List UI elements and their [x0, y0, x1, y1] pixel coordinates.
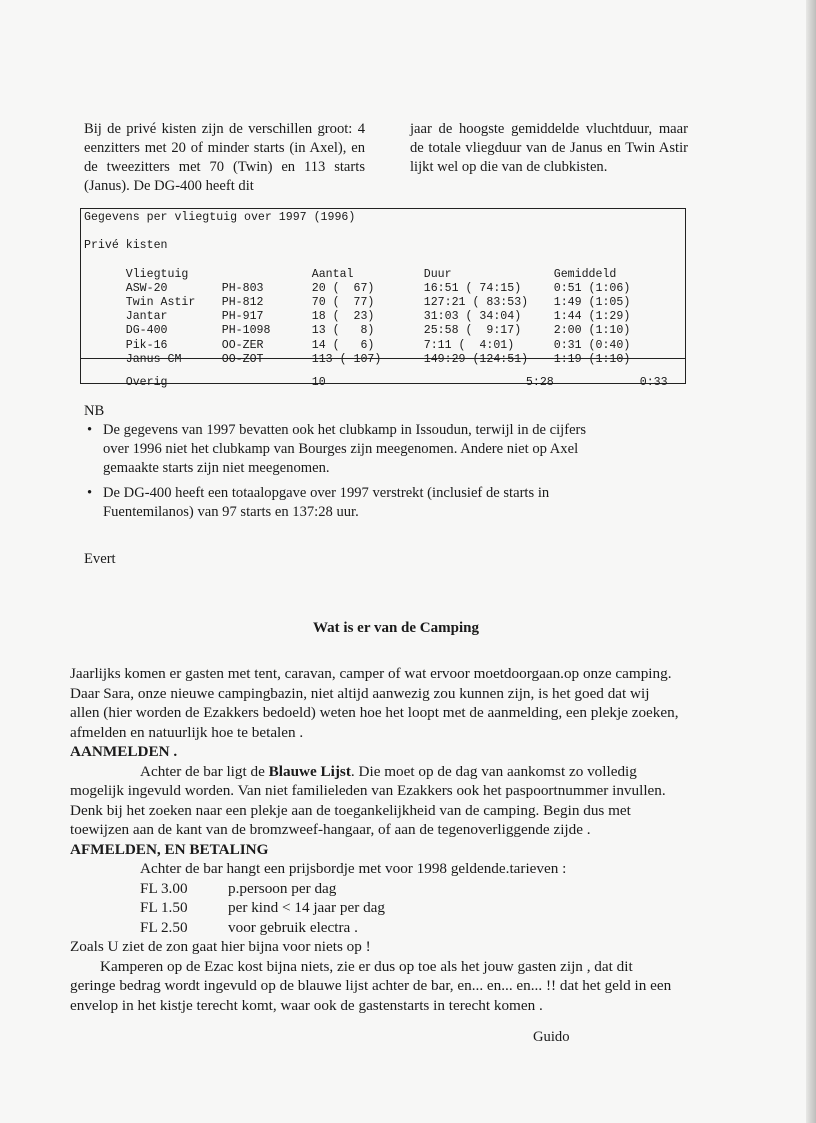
- price-amount: FL 2.50: [140, 918, 188, 936]
- paragraph-2-end: . Die moet op de dag van aankomst zo volledig mogelijk ingevuld worden. Van niet familieleden van Ezakkers ook het paspoortnummer invullen. Denk bij het zoeken naar een plekje aan de toegankelijkheid van de camping. Begin dus met toewijzen aan de kant van de bromzweef-hangaar, of aan de tegenoverliggende zijde .: [70, 762, 666, 838]
- header-count: Aantal: [311, 267, 354, 281]
- blauwe-lijst-term: Blauwe Lijst: [268, 762, 351, 780]
- price-amount: FL 1.50: [140, 899, 188, 916]
- cell-reg: OO-ZOT: [221, 352, 264, 366]
- table-title: Gegevens per vliegtuig over 1997 (1996): [84, 211, 356, 224]
- cell-plane: Jantar: [125, 310, 168, 324]
- price-row: [70, 918, 680, 938]
- table-section-label: Privé kisten: [84, 239, 168, 253]
- camping-paragraph-5: Kamperen op de Ezac kost bijna niets, zie er dus op toe als het jouw gasten zijn , dat dit geringe bedrag wordt ingevuld op de blauwe lijst achter de bar, en... en... en... !! dat het geld in een envelop in het kistje terecht komt, waar ook de gastenstarts in terecht komen .: [70, 957, 672, 1014]
- cell-duration: 149:29 (124:51): [423, 352, 529, 366]
- table-overig-row: [84, 362, 780, 405]
- cell-reg: PH-1098: [221, 324, 271, 338]
- overig-label: Overig: [125, 376, 168, 390]
- nb-label: NB: [84, 403, 105, 419]
- intro-right-column: jaar de hoogste gemiddelde vluchtduur, maar de totale vliegduur van de Janus en Twin Astir lijkt wel op die van de clubkisten.: [410, 121, 688, 175]
- price-row: [70, 879, 680, 899]
- cell-reg: OO-ZER: [221, 338, 264, 352]
- camping-paragraph-1: Jaarlijks komen er gasten met tent, caravan, camper of wat ervoor moetdoorgaan.op onze camping. Daar Sara, onze nieuwe campingbazin, niet altijd aanwezig zou kunnen zijn, is het goed dat wij allen (hier worden de Ezakkers bedoeld) weten hoe het loopt met de aanmelding, een plekje zoeken, afmelden en natuurlijk hoe te betalen .: [70, 665, 679, 741]
- cell-reg: PH-917: [221, 310, 264, 324]
- header-average: Gemiddeld: [553, 267, 617, 281]
- cell-average: 1:49 (1:05): [553, 295, 631, 309]
- cell-duration: 127:21 ( 83:53): [423, 295, 529, 309]
- signature-guido: Guido: [533, 1029, 570, 1045]
- cell-duration: 31:03 ( 34:04): [423, 310, 522, 324]
- camping-paragraph-3: Achter de bar hangt een prijsbordje met voor 1998 geldende.tarieven :: [140, 860, 567, 877]
- cell-count: 13 ( 8): [311, 324, 375, 338]
- cell-average: 1:19 (1:10): [553, 352, 631, 366]
- cell-average: 0:51 (1:06): [553, 281, 631, 295]
- header-plane: Vliegtuig: [125, 267, 189, 281]
- cell-duration: 16:51 ( 74:15): [423, 281, 522, 295]
- price-amount: FL 3.00: [140, 879, 188, 897]
- cell-plane: DG-400: [125, 324, 168, 338]
- cell-average: 2:00 (1:10): [553, 324, 631, 338]
- paragraph-2-start: Achter de bar ligt de: [140, 762, 269, 780]
- table-divider: [81, 358, 685, 359]
- nb-list: [84, 421, 604, 528]
- cell-count: 70 ( 77): [311, 295, 375, 309]
- cell-duration: 7:11 ( 4:01): [423, 338, 515, 352]
- cell-average: 0:31 (0:40): [553, 338, 631, 352]
- cell-plane: Janus CM: [125, 352, 182, 366]
- cell-plane: Pik-16: [125, 338, 168, 352]
- cell-count: 113 ( 107): [311, 352, 382, 366]
- price-description: p.persoon per dag: [228, 879, 337, 897]
- page-edge-shadow: [806, 0, 816, 1123]
- table-header-row: [84, 253, 685, 281]
- cell-plane: ASW-20: [125, 281, 168, 295]
- overig-average: 0:33: [639, 376, 668, 390]
- overig-count: 10: [311, 376, 326, 390]
- cell-reg: PH-803: [221, 281, 264, 295]
- camping-article: [70, 664, 680, 1015]
- camping-paragraph-4: Zoals U ziet de zon gaat hier bijna voor niets op !: [70, 938, 371, 955]
- header-duration: Duur: [423, 267, 452, 281]
- price-description: per kind < 14 jaar per dag: [228, 899, 386, 916]
- price-description: voor gebruik electra .: [228, 918, 358, 936]
- overig-duration: 5:28: [525, 376, 554, 390]
- cell-reg: PH-812: [221, 295, 264, 309]
- intro-left-column: Bij de privé kisten zijn de verschillen groot: 4 eenzitters met 20 of minder starts (in Axel), en de tweezitters met 70 (Twin) en 113 starts (Janus). De DG-400 heeft dit: [84, 121, 365, 194]
- cell-count: 18 ( 23): [311, 310, 375, 324]
- heading-afmelden: AFMELDEN, EN BETALING: [70, 840, 269, 858]
- list-item: • De gegevens van 1997 bevatten ook het clubkamp in Issoudun, terwijl in de cijfers over 1996 niet het clubkamp van Bourges zijn meegenomen. Andere niet op Axel gemaakte starts zijn niet meegenomen.: [84, 421, 604, 478]
- camping-paragraph-2: [70, 762, 680, 840]
- cell-duration: 25:58 ( 9:17): [423, 324, 522, 338]
- cell-plane: Twin Astir: [125, 295, 196, 309]
- price-row: [70, 898, 680, 918]
- list-item: • De DG-400 heeft een totaalopgave over 1997 verstrekt (inclusief de starts in Fuentemilanos) van 97 starts en 137:28 uur.: [84, 484, 604, 522]
- camping-title: Wat is er van de Camping: [313, 620, 479, 636]
- heading-aanmelden: AANMELDEN .: [70, 743, 178, 760]
- cell-count: 20 ( 67): [311, 281, 375, 295]
- cell-average: 1:44 (1:29): [553, 310, 631, 324]
- cell-count: 14 ( 6): [311, 338, 375, 352]
- aircraft-stats-table: [80, 208, 686, 390]
- signature-evert: Evert: [84, 551, 116, 567]
